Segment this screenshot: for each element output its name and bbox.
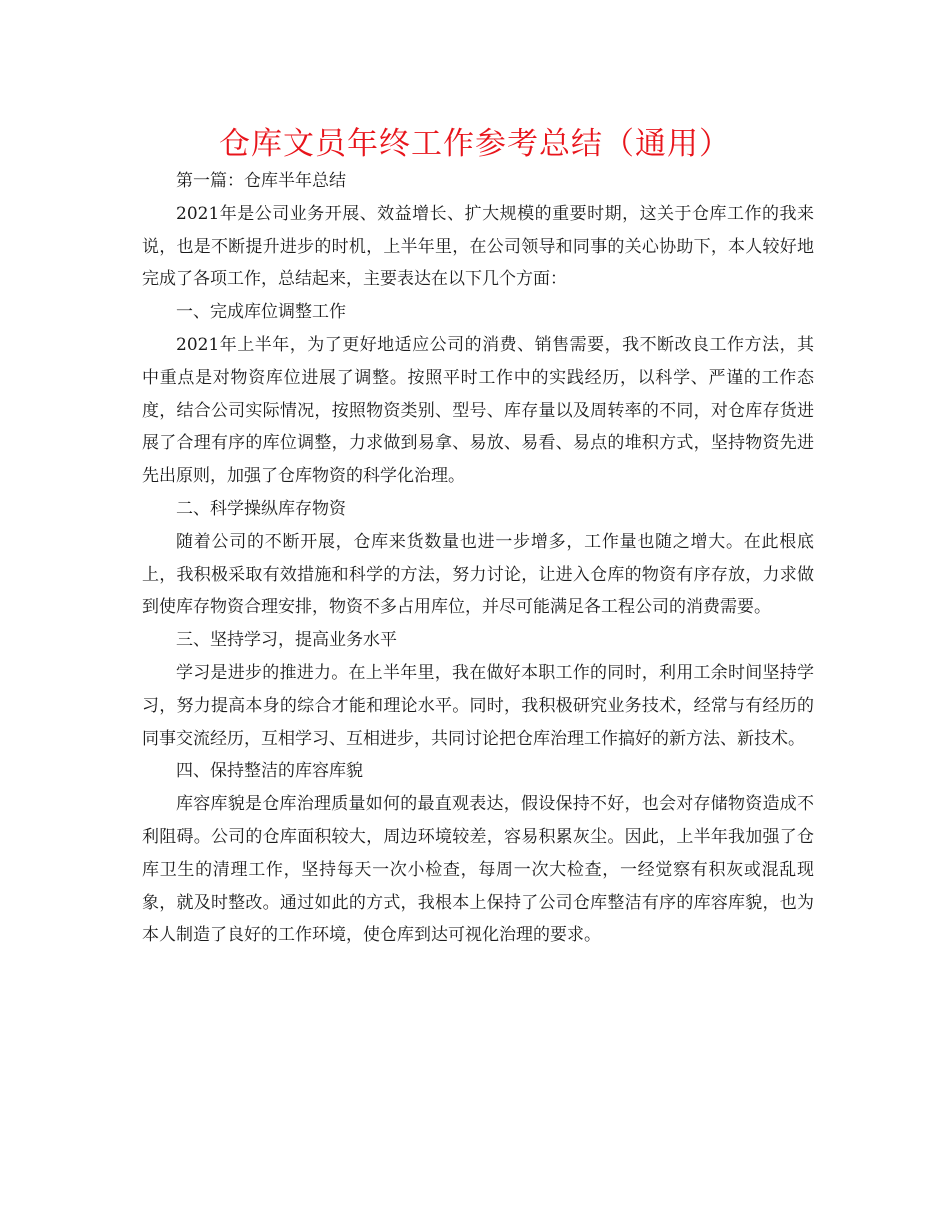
section-heading-3: 三、坚持学习，提高业务水平 — [176, 630, 397, 651]
section-heading-part-one: 第一篇：仓库半年总结 — [176, 171, 346, 191]
section-3-paragraph: 学习是进步的推进力。在上半年里，我在做好本职工作的同时，利用工余时间坚持学习，努力提高本身的综合才能和理论水平。同时，我积极研究业务技术，经常与有经历的同事交流经历，互相学习、互相进步，共同讨论把仓库治理工作搞好的新方法、新技术。 — [142, 662, 814, 749]
section-1-paragraph: 2021年上半年，为了更好地适应公司的消费、销售需要，我不断改良工作方法，其中重点是对物资库位进展了调整。按照平时工作中的实践经历，以科学、严谨的工作态度，结合公司实际情况，按照物资类别、型号、库存量以及周转率的不同，对仓库存货进展了合理有序的库位调整，力求做到易拿、易放、易看、易点的堆积方式，坚持物资先进先出原则，加强了仓库物资的科学化治理。 — [142, 334, 814, 487]
intro-paragraph: 2021年是公司业务开展、效益增长、扩大规模的重要时期，这关于仓库工作的我来说，也是不断提升进步的时机，上半年里，在公司领导和同事的关心协助下，本人较好地完成了各项工作，总结起来，主要表达在以下几个方面： — [142, 203, 814, 290]
section-heading-2: 二、科学操纵库存物资 — [176, 498, 346, 519]
document-title: 仓库文员年终工作参考总结（通用） — [219, 126, 731, 162]
document-body — [142, 165, 814, 952]
section-2-paragraph: 随着公司的不断开展，仓库来货数量也进一步增多，工作量也随之增大。在此根底上，我积极采取有效措施和科学的方法，努力讨论，让进入仓库的物资有序存放，力求做到使库存物资合理安排，物资不多占用库位，并尽可能满足各工程公司的消费需要。 — [142, 531, 814, 618]
section-4-paragraph: 库容库貌是仓库治理质量如何的最直观表达，假设保持不好，也会对存储物资造成不利阻碍。公司的仓库面积较大，周边环境较差，容易积累灰尘。因此，上半年我加强了仓库卫生的清理工作，坚持每天一次小检查，每周一次大检查，一经觉察有积灰或混乱现象，就及时整改。通过如此的方式，我根本上保持了公司仓库整洁有序的库容库貌，也为本人制造了良好的工作环境，使仓库到达可视化治理的要求。 — [142, 794, 814, 946]
section-heading-1: 一、完成库位调整工作 — [176, 302, 346, 323]
section-heading-4: 四、保持整洁的库容库貌 — [176, 761, 363, 782]
